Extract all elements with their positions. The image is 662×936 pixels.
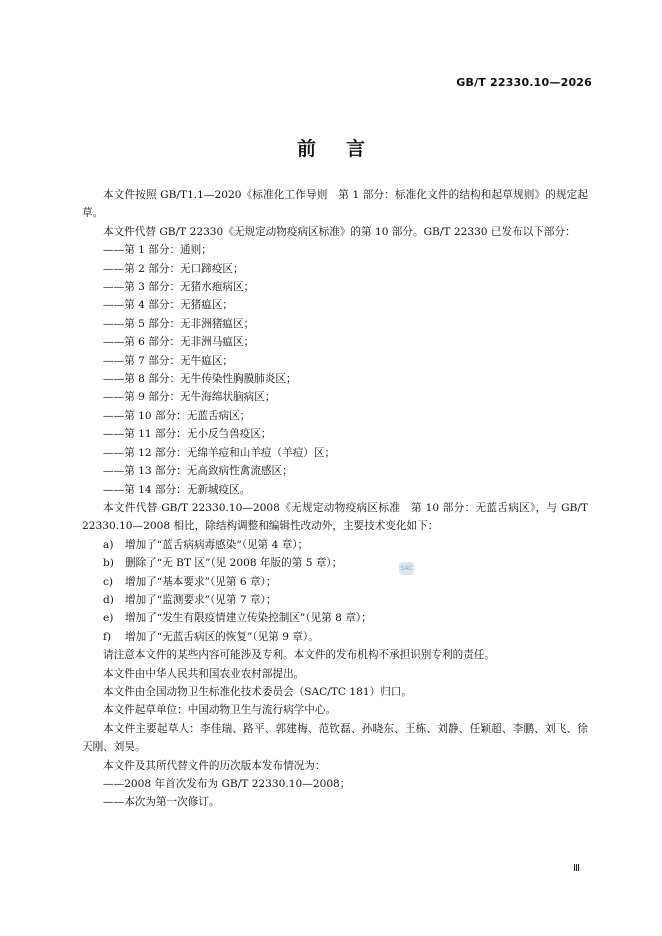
- list-item: [82, 591, 588, 609]
- list-item: ——第 12 部分：无绵羊痘和山羊痘（羊痘）区；: [103, 446, 336, 459]
- list-item: ——2008 年首次发布为 GB/T 22330.10—2008；: [103, 778, 351, 790]
- list-item: ——第 10 部分：无蓝舌病区；: [103, 409, 251, 422]
- list-item: ——第 6 部分：无非洲马瘟区；: [103, 336, 255, 349]
- list-marker: f): [103, 630, 112, 643]
- list-marker: a): [103, 538, 114, 551]
- list-item: ——第 11 部分：无小反刍兽疫区；: [103, 428, 272, 441]
- list-item: ——本次为第一次修订。: [103, 796, 220, 809]
- paragraph-drafters: 本文件主要起草人：李佳瑞、路平、郭建梅、范钦磊、孙晓东、王栋、刘静、任颖超、李鹏、刘飞、徐天刚、刘昊。: [82, 722, 588, 754]
- list-item: [82, 628, 588, 646]
- list-text: 增加了“蓝舌病病毒感染”（见第 4 章）；: [125, 538, 309, 551]
- list-marker: e): [103, 612, 114, 625]
- list-text: 增加了“基本要求”（见第 6 章）；: [125, 575, 277, 588]
- paragraph-drafting-rules: 本文件按照 GB/T1.1—2020《标准化工作导则 第 1 部分：标准化文件的结构和起草规则》的规定起草。: [82, 189, 588, 220]
- changes-list: [82, 536, 588, 646]
- list-item: ——第 2 部分：无口蹄疫区；: [103, 262, 244, 275]
- page-number: Ⅲ: [573, 863, 580, 874]
- list-item: ——第 13 部分：无高致病性禽流感区；: [103, 465, 293, 478]
- list-item: [82, 609, 588, 627]
- parts-list: [82, 241, 588, 499]
- list-item: [82, 536, 588, 554]
- list-item: ——第 5 部分：无非洲猪瘟区；: [103, 317, 255, 330]
- list-text: 增加了“无蓝舌病区的恢复”（见第 9 章）。: [125, 630, 319, 643]
- list-item: ——第 1 部分：通则；: [103, 244, 212, 257]
- standard-number: GB/T 22330.10—2026: [456, 76, 592, 89]
- list-item: [82, 573, 588, 591]
- page-title: 前言: [296, 138, 395, 160]
- list-marker: b): [103, 557, 114, 570]
- paragraph-technical-changes: 本文件代替 GB/T 22330.10—2008《无规定动物疫病区标准 第 10 部分：无蓝舌病区》，与 GB/T 22330.10—2008 相比，除结构调整和编辑性改动外，主要技术变化如下：: [82, 501, 588, 533]
- history-list: [82, 775, 588, 812]
- list-item: ——第 7 部分：无牛瘟区；: [103, 354, 234, 367]
- watermark-logo-icon: SAC: [399, 562, 414, 575]
- list-text: 增加了“监测要求”（见第 7 章）；: [125, 593, 277, 606]
- paragraph-history: 本文件及其所代替文件的历次版本发布情况为：: [103, 759, 326, 772]
- paragraph-drafting-unit: 本文件起草单位：中国动物卫生与流行病学中心。: [103, 704, 337, 717]
- list-item: ——第 14 部分：无新城疫区。: [103, 483, 251, 496]
- list-marker: d): [103, 593, 114, 606]
- foreword-body: [82, 186, 588, 812]
- list-text: 增加了“发生有限疫情建立传染控制区”（见第 8 章）；: [125, 612, 372, 625]
- list-marker: c): [103, 575, 114, 588]
- list-item: ——第 8 部分：无牛传染性胸膜肺炎区；: [103, 373, 297, 386]
- list-text: 删除了“无 BT 区”（见 2008 年版的第 5 章）；: [125, 557, 343, 570]
- list-item: ——第 3 部分：无猪水疱病区；: [103, 281, 255, 294]
- list-item: ——第 9 部分：无牛海绵状脑病区；: [103, 391, 276, 404]
- paragraph-replaces: 本文件代替 GB/T 22330《无规定动物疫病区标准》的第 10 部分。GB/T 22330 已发布以下部分：: [103, 225, 576, 238]
- paragraph-committee: 本文件由全国动物卫生标准化技术委员会（SAC/TC 181）归口。: [103, 685, 412, 698]
- list-item: [82, 554, 588, 572]
- list-item: ——第 4 部分：无猪瘟区；: [103, 299, 234, 312]
- paragraph-patent-notice: 请注意本文件的某些内容可能涉及专利。本文件的发布机构不承担识别专利的责任。: [103, 649, 495, 662]
- paragraph-proposer: 本文件由中华人民共和国农业农村部提出。: [103, 667, 305, 680]
